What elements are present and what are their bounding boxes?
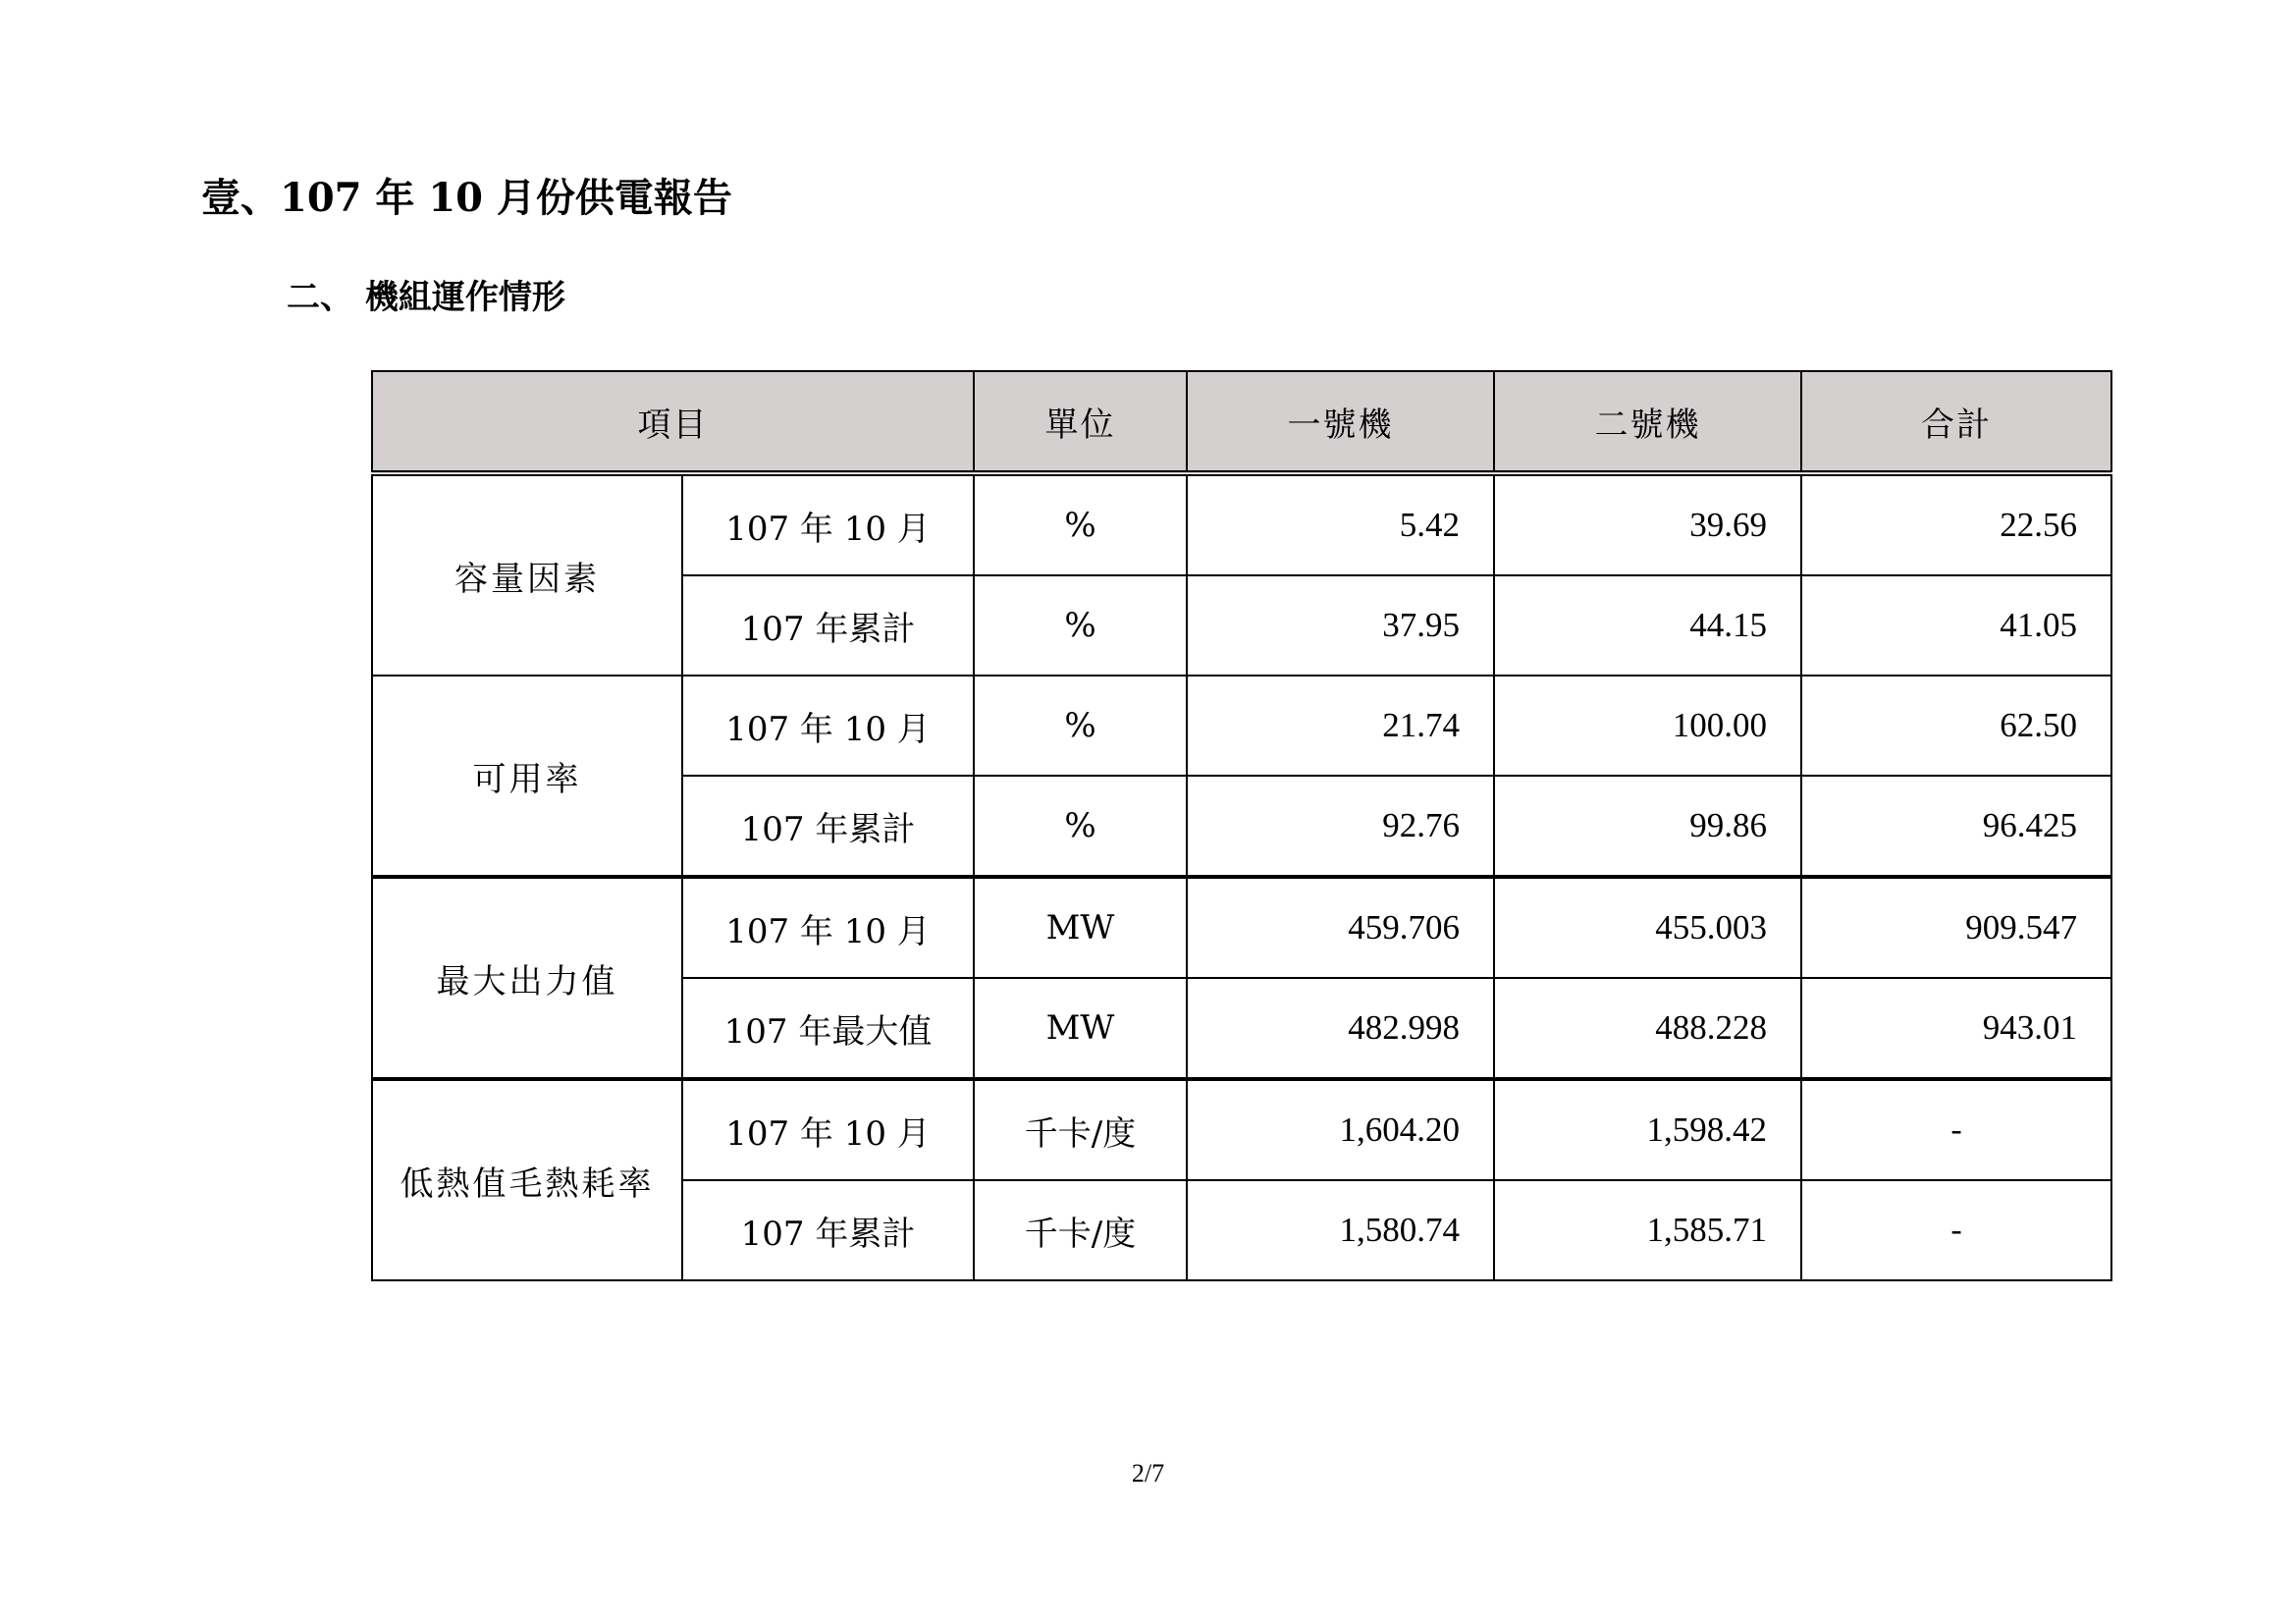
unit-cell: MW [974, 877, 1187, 978]
total-value: 943.01 [1801, 978, 2111, 1079]
unit2-value: 488.228 [1494, 978, 1801, 1079]
unit1-value: 21.74 [1187, 676, 1494, 776]
total-value: 41.05 [1801, 575, 2111, 676]
period-cell: 107 年累計 [682, 575, 974, 676]
unit1-value: 92.76 [1187, 776, 1494, 877]
period-cell: 107 年 10 月 [682, 473, 974, 575]
table-row [372, 877, 2111, 978]
table-header-row [372, 371, 2111, 473]
total-value: 96.425 [1801, 776, 2111, 877]
unit-operation-table [371, 370, 2112, 1281]
period-cell: 107 年累計 [682, 776, 974, 877]
category-cell: 可用率 [372, 676, 682, 877]
category-cell: 容量因素 [372, 473, 682, 676]
table-row [372, 1079, 2111, 1180]
unit-cell: % [974, 575, 1187, 676]
unit2-value: 455.003 [1494, 877, 1801, 978]
unit1-value: 5.42 [1187, 473, 1494, 575]
total-value: - [1801, 1079, 2111, 1180]
header-unit: 單位 [974, 371, 1187, 473]
header-total: 合計 [1801, 371, 2111, 473]
unit-cell: MW [974, 978, 1187, 1079]
page-number: 2/7 [1131, 1459, 1165, 1488]
total-value: 62.50 [1801, 676, 2111, 776]
unit2-value: 1,598.42 [1494, 1079, 1801, 1180]
category-cell: 低熱值毛熱耗率 [372, 1079, 682, 1280]
period-cell: 107 年 10 月 [682, 1079, 974, 1180]
unit-cell: % [974, 473, 1187, 575]
page-title: 壹、107 年 10 月份供電報告 [201, 175, 732, 221]
unit-cell: 千卡/度 [974, 1079, 1187, 1180]
unit1-value: 1,604.20 [1187, 1079, 1494, 1180]
unit2-value: 99.86 [1494, 776, 1801, 877]
unit1-value: 482.998 [1187, 978, 1494, 1079]
period-cell: 107 年累計 [682, 1180, 974, 1280]
unit2-value: 39.69 [1494, 473, 1801, 575]
total-value: 22.56 [1801, 473, 2111, 575]
unit1-value: 459.706 [1187, 877, 1494, 978]
unit1-value: 1,580.74 [1187, 1180, 1494, 1280]
period-cell: 107 年 10 月 [682, 676, 974, 776]
section-title: 二、 機組運作情形 [287, 278, 565, 317]
unit2-value: 44.15 [1494, 575, 1801, 676]
table-row [372, 473, 2111, 575]
unit-cell: 千卡/度 [974, 1180, 1187, 1280]
header-unit2: 二號機 [1494, 371, 1801, 473]
table-row [372, 676, 2111, 776]
unit1-value: 37.95 [1187, 575, 1494, 676]
period-cell: 107 年 10 月 [682, 877, 974, 978]
unit2-value: 1,585.71 [1494, 1180, 1801, 1280]
unit-cell: % [974, 776, 1187, 877]
unit2-value: 100.00 [1494, 676, 1801, 776]
header-unit1: 一號機 [1187, 371, 1494, 473]
period-cell: 107 年最大值 [682, 978, 974, 1079]
total-value: - [1801, 1180, 2111, 1280]
total-value: 909.547 [1801, 877, 2111, 978]
header-item: 項目 [372, 371, 974, 473]
unit-cell: % [974, 676, 1187, 776]
category-cell: 最大出力值 [372, 877, 682, 1079]
